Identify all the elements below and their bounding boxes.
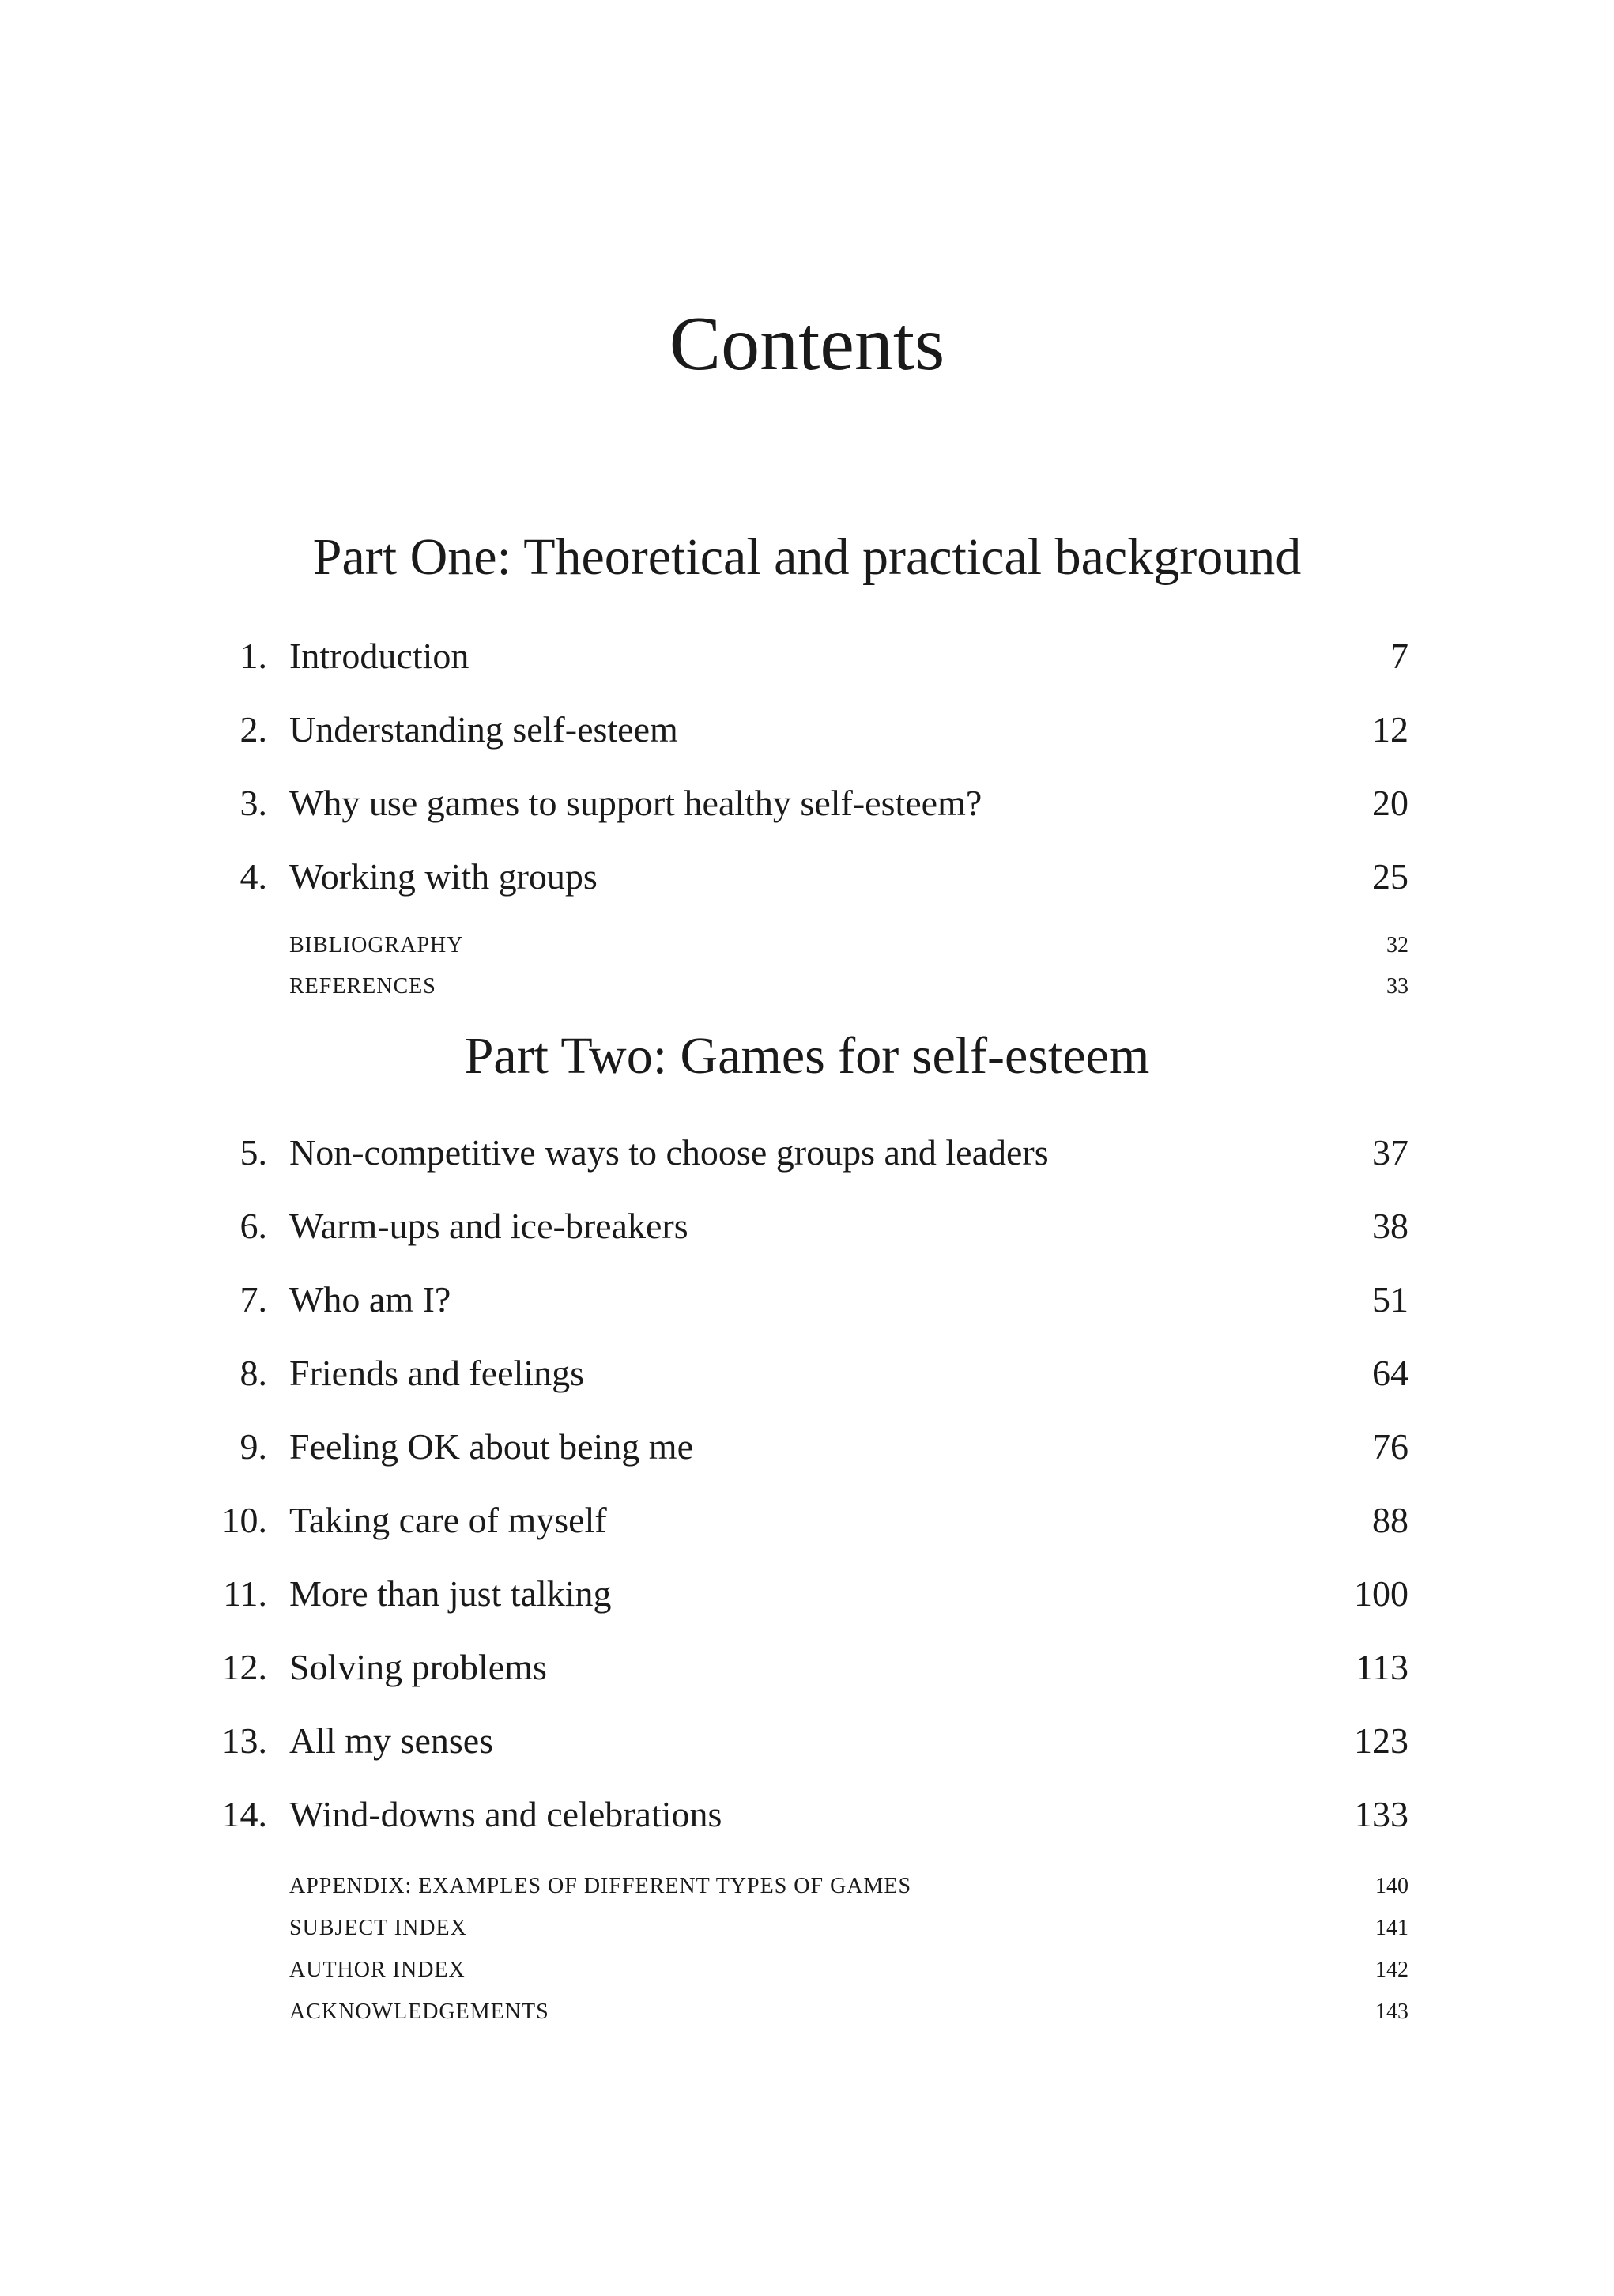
chapter-title: Why use games to support healthy self-esteem?: [289, 783, 982, 823]
chapter-title: Feeling OK about being me: [289, 1426, 694, 1467]
chapter-title: Understanding self-esteem: [289, 709, 678, 750]
page-number: 113: [1355, 1647, 1408, 1687]
toc-entry-chapter-7[interactable]: [0, 1276, 1614, 1324]
chapter-title: Non-competitive ways to choose groups and leaders: [289, 1132, 1049, 1173]
chapter-number: 3.: [239, 783, 267, 823]
toc-entry-chapter-2[interactable]: [0, 706, 1614, 753]
toc-entry-chapter-3[interactable]: [0, 780, 1614, 827]
toc-entry-chapter-6[interactable]: [0, 1203, 1614, 1250]
chapter-title: Friends and feelings: [289, 1353, 585, 1393]
chapter-number: 2.: [239, 709, 267, 750]
page-number: 33: [1386, 974, 1408, 999]
toc-entry-chapter-10[interactable]: [0, 1497, 1614, 1544]
chapter-title: More than just talking: [289, 1573, 612, 1614]
page-number: 12: [1372, 709, 1408, 750]
toc-entry-references[interactable]: [0, 971, 1614, 1003]
page-number: 133: [1354, 1794, 1408, 1834]
page-number: 25: [1372, 856, 1408, 897]
chapter-title: All my senses: [289, 1720, 494, 1761]
toc-entry-bibliography[interactable]: [0, 930, 1614, 961]
chapter-number: 10.: [221, 1500, 267, 1540]
toc-entry-chapter-4[interactable]: [0, 853, 1614, 901]
toc-entry-chapter-5[interactable]: [0, 1129, 1614, 1176]
back-matter-title: SUBJECT INDEX: [289, 1916, 467, 1940]
chapter-number: 5.: [239, 1132, 267, 1173]
back-matter-title: BIBLIOGRAPHY: [289, 933, 464, 957]
page-number: 76: [1372, 1426, 1408, 1467]
toc-entry-chapter-14[interactable]: [0, 1791, 1614, 1838]
toc-entry-subject-index[interactable]: [0, 1913, 1614, 1944]
chapter-number: 12.: [221, 1647, 267, 1687]
toc-entry-chapter-9[interactable]: [0, 1423, 1614, 1471]
toc-entry-appendix[interactable]: [0, 1871, 1614, 1902]
chapter-number: 11.: [223, 1573, 267, 1614]
chapter-number: 14.: [221, 1794, 267, 1834]
part-two-heading: Part Two: Games for self-esteem: [464, 1027, 1150, 1085]
toc-entry-author-index[interactable]: [0, 1954, 1614, 1986]
chapter-number: 8.: [239, 1353, 267, 1393]
page-title: Contents: [669, 301, 945, 387]
toc-entry-chapter-12[interactable]: [0, 1644, 1614, 1691]
chapter-number: 13.: [221, 1720, 267, 1761]
page-number: 141: [1375, 1916, 1408, 1940]
chapter-title: Warm-ups and ice-breakers: [289, 1206, 688, 1246]
page-number: 140: [1375, 1874, 1408, 1898]
chapter-number: 6.: [239, 1206, 267, 1246]
chapter-number: 7.: [239, 1279, 267, 1320]
back-matter-title: REFERENCES: [289, 974, 436, 999]
page-number: 37: [1372, 1132, 1408, 1173]
chapter-title: Introduction: [289, 636, 469, 676]
chapter-number: 9.: [239, 1426, 267, 1467]
toc-entry-chapter-8[interactable]: [0, 1350, 1614, 1397]
chapter-number: 1.: [239, 636, 267, 676]
chapter-title: Working with groups: [289, 856, 598, 897]
page-number: 64: [1372, 1353, 1408, 1393]
chapter-title: Who am I?: [289, 1279, 451, 1320]
page-number: 142: [1375, 1958, 1408, 1982]
toc-entry-chapter-1[interactable]: [0, 633, 1614, 680]
page-number: 88: [1372, 1500, 1408, 1540]
chapter-title: Solving problems: [289, 1647, 547, 1687]
page-number: 100: [1354, 1573, 1408, 1614]
page-number: 20: [1372, 783, 1408, 823]
page-number: 51: [1372, 1279, 1408, 1320]
chapter-title: Taking care of myself: [289, 1500, 607, 1540]
page-number: 123: [1354, 1720, 1408, 1761]
toc-entry-chapter-11[interactable]: [0, 1570, 1614, 1618]
page-number: 38: [1372, 1206, 1408, 1246]
page-number: 143: [1375, 2000, 1408, 2024]
toc-entry-acknowledgements[interactable]: [0, 1996, 1614, 2028]
chapter-number: 4.: [239, 856, 267, 897]
back-matter-title: ACKNOWLEDGEMENTS: [289, 2000, 549, 2024]
toc-entry-chapter-13[interactable]: [0, 1717, 1614, 1765]
back-matter-title: APPENDIX: EXAMPLES OF DIFFERENT TYPES OF GAMES: [289, 1874, 912, 1898]
page-number: 7: [1390, 636, 1408, 676]
part-one-heading: Part One: Theoretical and practical background: [312, 528, 1302, 586]
back-matter-title: AUTHOR INDEX: [289, 1958, 466, 1982]
page-number: 32: [1386, 933, 1408, 957]
chapter-title: Wind-downs and celebrations: [289, 1794, 722, 1834]
